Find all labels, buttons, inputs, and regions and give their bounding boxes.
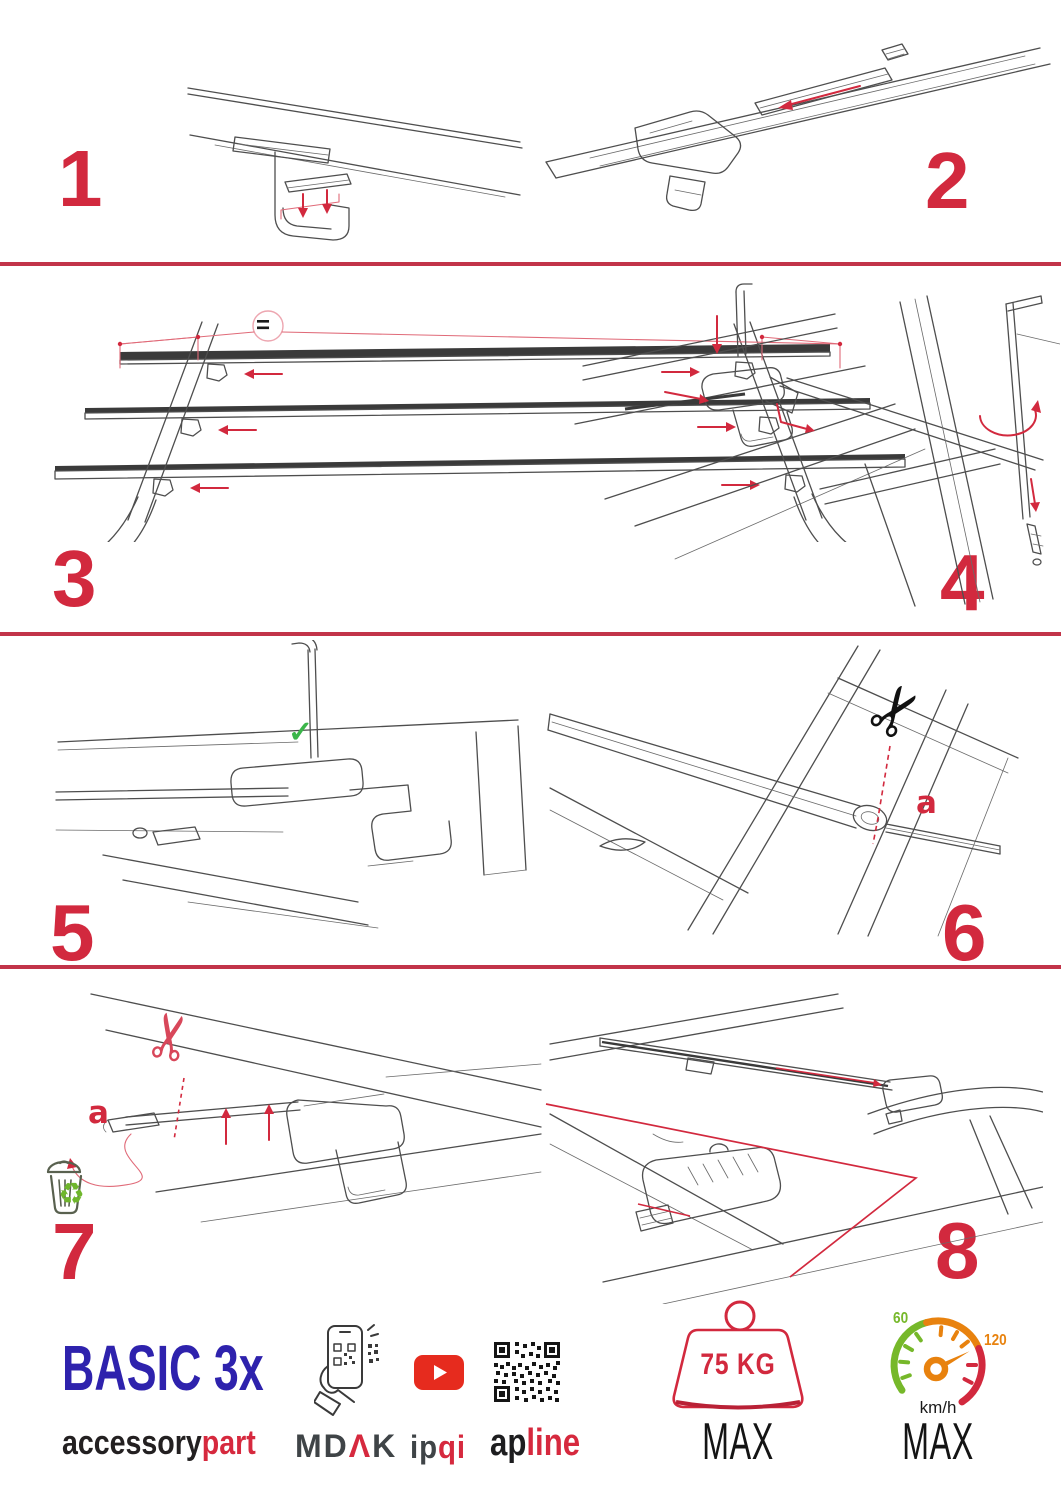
speed-limit-icon <box>870 1292 1006 1410</box>
step-2-illustration <box>520 8 1060 238</box>
step-5-illustration <box>48 640 528 930</box>
recycle-icon: ♻ <box>58 1178 85 1211</box>
ipqi-logo <box>410 1431 466 1463</box>
step-1-number: 1 <box>58 134 103 223</box>
apline-red: line <box>526 1422 581 1464</box>
ipqi-black: ip <box>410 1429 439 1465</box>
step-7-number: 7 <box>52 1207 97 1296</box>
weight-max-label: MAX <box>702 1413 774 1471</box>
discard-label-a: a <box>88 1095 109 1131</box>
brand-part-red: part <box>201 1424 256 1462</box>
check-icon: ✓ <box>288 716 314 749</box>
mdak-black-2: K <box>372 1428 398 1464</box>
youtube-icon <box>414 1355 464 1390</box>
step-3-number: 3 <box>52 534 97 623</box>
step-8-number: 8 <box>935 1206 980 1295</box>
step-4-number: 4 <box>940 538 985 627</box>
section-divider-3 <box>0 965 1061 969</box>
scissors-red-icon: ✂ <box>132 1004 211 1070</box>
step-7-illustration <box>36 982 544 1242</box>
speed-tick-120: 120 <box>984 1332 1007 1349</box>
product-name: BASIC 3x <box>62 1332 264 1404</box>
step-5-number: 5 <box>50 888 95 977</box>
step-2-number: 2 <box>925 136 970 225</box>
qr-code <box>492 1340 562 1404</box>
mdak-black-1: MD <box>295 1428 349 1464</box>
apline-logo <box>490 1424 580 1462</box>
speed-max-label: MAX <box>902 1413 974 1471</box>
qr-scan-phone-icon <box>314 1322 394 1418</box>
brand-logo <box>62 1426 256 1460</box>
ipqi-red: qi <box>438 1429 467 1465</box>
mdak-red-caret: Λ <box>348 1428 373 1464</box>
mdak-logo <box>295 1430 397 1462</box>
step-6-number: 6 <box>942 888 987 977</box>
speed-tick-60: 60 <box>893 1310 909 1327</box>
brand-part-black: accessory <box>62 1424 202 1462</box>
step-4-illustration <box>565 274 1060 634</box>
scissors-icon: ✂ <box>849 667 942 755</box>
cut-point-label-a: a <box>916 785 937 821</box>
weight-limit-value: 75 KG <box>700 1348 776 1381</box>
step-8-illustration <box>538 982 1043 1304</box>
section-divider-1 <box>0 262 1061 266</box>
step-6-illustration <box>538 638 1030 938</box>
apline-black: ap <box>490 1422 527 1464</box>
speed-unit-label: km/h <box>919 1398 957 1417</box>
step-1-illustration <box>175 12 525 252</box>
equal-spacing-symbol: = <box>256 312 271 339</box>
